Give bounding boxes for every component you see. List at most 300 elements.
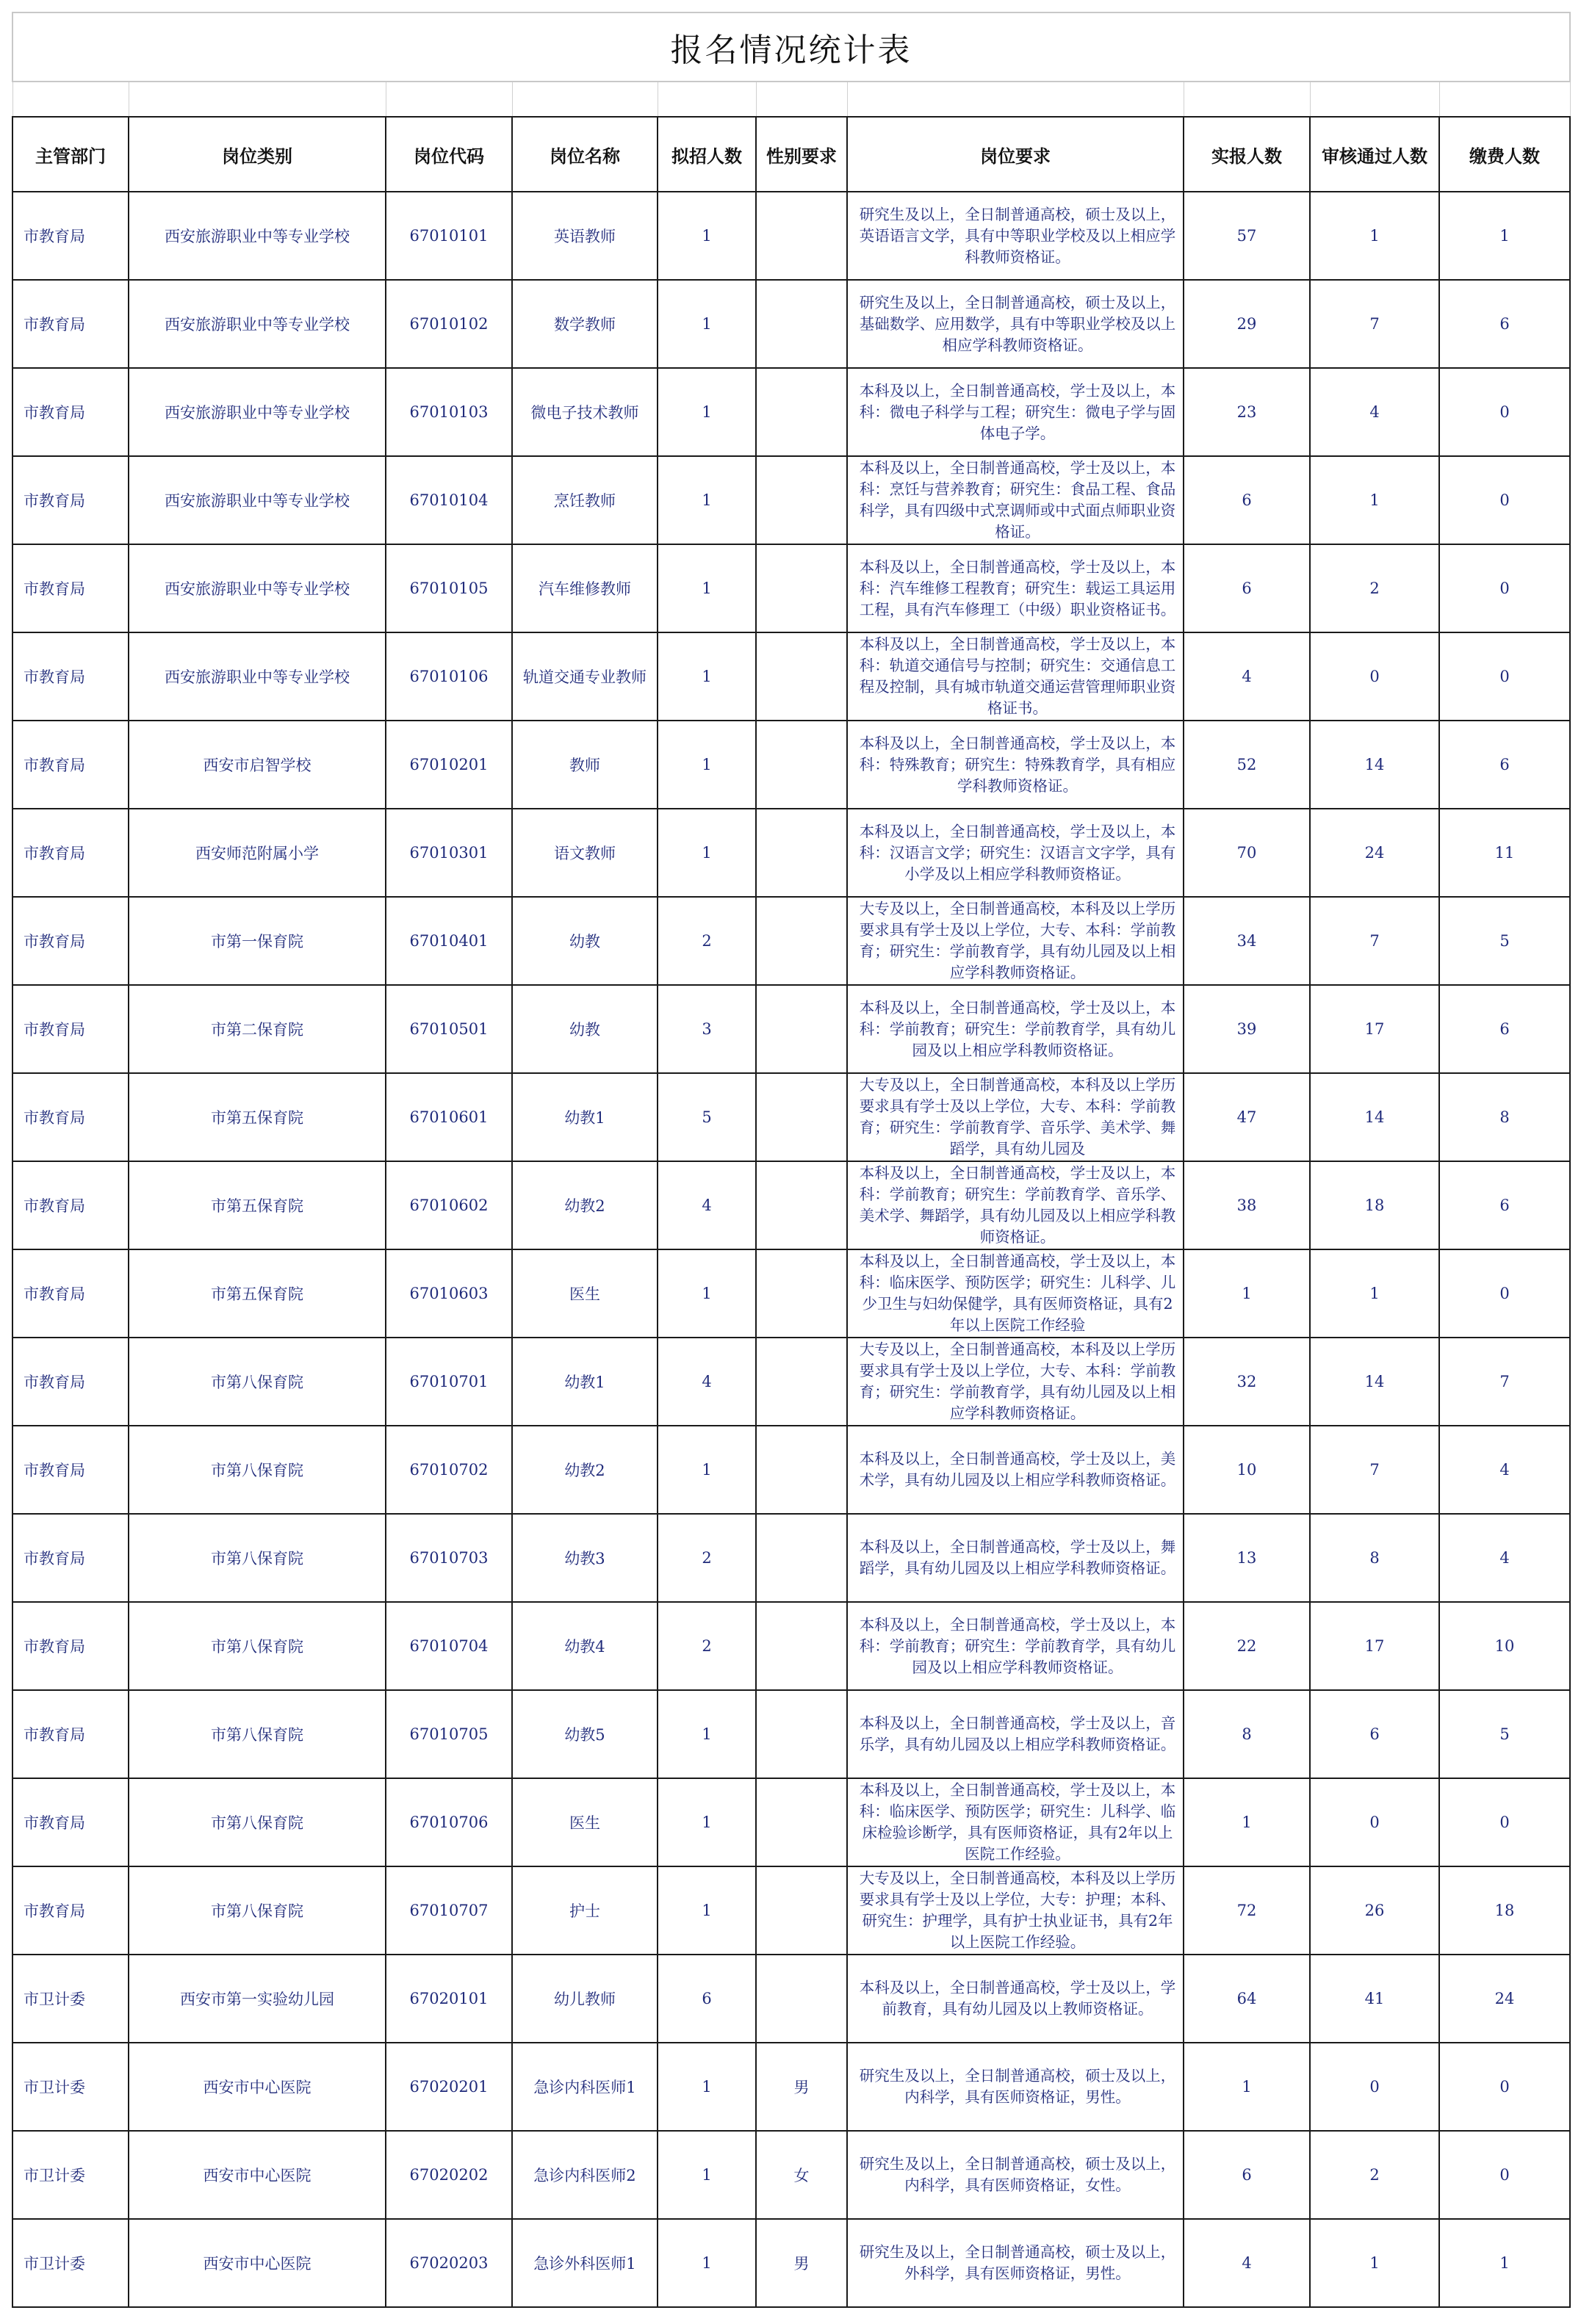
- cell-quota[interactable]: 1: [658, 1249, 756, 1338]
- cell-gender[interactable]: [756, 632, 847, 721]
- cell-paid[interactable]: 0: [1439, 1778, 1570, 1866]
- cell-paid[interactable]: 1: [1439, 192, 1570, 280]
- cell-post[interactable]: 轨道交通专业教师: [512, 632, 658, 721]
- cell-dept[interactable]: 市教育局: [12, 1778, 129, 1866]
- cell-gender[interactable]: [756, 192, 847, 280]
- cell-dept[interactable]: 市卫计委: [12, 2131, 129, 2219]
- cell-unit[interactable]: 市第八保育院: [129, 1514, 386, 1602]
- cell-dept[interactable]: 市教育局: [12, 632, 129, 721]
- requirements-text: 本科及以上，全日制普通高校，学士及以上，美术学，具有幼儿园及以上相应学科教师资格证。: [859, 1450, 1176, 1489]
- cell-dept[interactable]: 市教育局: [12, 1514, 129, 1602]
- cell-passed[interactable]: 0: [1310, 1778, 1439, 1866]
- column-header-code: 岗位代码: [386, 117, 512, 192]
- cell-unit[interactable]: 市第八保育院: [129, 1602, 386, 1690]
- requirements-text: 本科及以上，全日制普通高校，学士及以上，本科：特殊教育；研究生：特殊教育学，具有相应学科教师资格证。: [859, 734, 1176, 795]
- cell-requirements[interactable]: [847, 1602, 1184, 1690]
- cell-unit[interactable]: 西安市中心医院: [129, 2043, 386, 2131]
- cell-gender[interactable]: [756, 1514, 847, 1602]
- cell-gender[interactable]: [756, 1073, 847, 1161]
- cell-gender[interactable]: 女: [756, 2131, 847, 2219]
- cell-quota[interactable]: 1: [658, 1778, 756, 1866]
- table-row: [12, 1338, 1570, 1426]
- cell-dept[interactable]: 市教育局: [12, 280, 129, 368]
- cell-paid[interactable]: 8: [1439, 1073, 1570, 1161]
- table-row: [12, 897, 1570, 985]
- cell-requirements[interactable]: [847, 1514, 1184, 1602]
- cell-code[interactable]: 67010104: [386, 456, 512, 544]
- cell-gender[interactable]: [756, 1338, 847, 1426]
- cell-applied[interactable]: 34: [1184, 897, 1310, 985]
- cell-post[interactable]: 急诊内科医师2: [512, 2131, 658, 2219]
- cell-requirements[interactable]: [847, 985, 1184, 1073]
- cell-applied[interactable]: 6: [1184, 544, 1310, 632]
- table-row: [12, 1249, 1570, 1338]
- table-row: [12, 544, 1570, 632]
- table-row: [12, 1866, 1570, 1955]
- cell-post[interactable]: 幼教1: [512, 1338, 658, 1426]
- column-header-applied: 实报人数: [1184, 117, 1310, 192]
- cell-passed[interactable]: 1: [1310, 192, 1439, 280]
- requirements-text: 本科及以上，全日制普通高校，学士及以上，本科：临床医学、预防医学；研究生：儿科学、儿少卫生与妇幼保健学，具有医师资格证，具有2年以上医院工作经验: [859, 1252, 1176, 1334]
- column-header-paid: 缴费人数: [1439, 117, 1570, 192]
- cell-unit[interactable]: 市第八保育院: [129, 1690, 386, 1778]
- cell-passed[interactable]: 1: [1310, 1249, 1439, 1338]
- cell-applied[interactable]: 4: [1184, 632, 1310, 721]
- cell-passed[interactable]: 6: [1310, 1690, 1439, 1778]
- cell-post[interactable]: 幼教2: [512, 1426, 658, 1514]
- table-row: [12, 1073, 1570, 1161]
- cell-unit[interactable]: 西安师范附属小学: [129, 809, 386, 897]
- requirements-text: 本科及以上，全日制普通高校，学士及以上，本科：微电子科学与工程；研究生：微电子学与固体电子学。: [859, 381, 1176, 442]
- cell-applied[interactable]: 64: [1184, 1955, 1310, 2043]
- cell-code[interactable]: 67010707: [386, 1866, 512, 1955]
- cell-quota[interactable]: 1: [658, 632, 756, 721]
- cell-paid[interactable]: 0: [1439, 632, 1570, 721]
- cell-code[interactable]: 67020202: [386, 2131, 512, 2219]
- requirements-text: 研究生及以上，全日制普通高校，硕士及以上，英语语言文学，具有中等职业学校及以上相应学科教师资格证。: [859, 205, 1176, 266]
- cell-gender[interactable]: [756, 1249, 847, 1338]
- table-row: [12, 456, 1570, 544]
- cell-code[interactable]: 67010701: [386, 1338, 512, 1426]
- column-header-unit: 岗位类别: [129, 117, 386, 192]
- cell-requirements[interactable]: [847, 1778, 1184, 1866]
- requirements-text: 本科及以上，全日制普通高校，学士及以上，本科：轨道交通信号与控制；研究生：交通信息工程及控制，具有城市轨道交通运营管理师职业资格证书。: [859, 635, 1176, 717]
- cell-passed[interactable]: 41: [1310, 1955, 1439, 2043]
- cell-quota[interactable]: 1: [658, 721, 756, 809]
- cell-passed[interactable]: 26: [1310, 1866, 1439, 1955]
- column-header-passed: 审核通过人数: [1310, 117, 1439, 192]
- table-row: [12, 985, 1570, 1073]
- cell-quota[interactable]: 4: [658, 1161, 756, 1249]
- cell-applied[interactable]: 4: [1184, 2219, 1310, 2307]
- cell-code[interactable]: 67010101: [386, 192, 512, 280]
- cell-dept[interactable]: 市教育局: [12, 1866, 129, 1955]
- table-row: [12, 2131, 1570, 2219]
- cell-gender[interactable]: [756, 1161, 847, 1249]
- blank-row: [12, 82, 1570, 117]
- cell-passed[interactable]: 0: [1310, 2043, 1439, 2131]
- cell-post[interactable]: 急诊外科医师1: [512, 2219, 658, 2307]
- table-row: [12, 1426, 1570, 1514]
- cell-applied[interactable]: 10: [1184, 1426, 1310, 1514]
- cell-post[interactable]: 幼教1: [512, 1073, 658, 1161]
- cell-applied[interactable]: 22: [1184, 1602, 1310, 1690]
- cell-code[interactable]: 67010704: [386, 1602, 512, 1690]
- cell-quota[interactable]: 5: [658, 1073, 756, 1161]
- cell-gender[interactable]: [756, 1426, 847, 1514]
- cell-unit[interactable]: 西安市第一实验幼儿园: [129, 1955, 386, 2043]
- cell-applied[interactable]: 1: [1184, 1778, 1310, 1866]
- cell-dept[interactable]: 市教育局: [12, 1602, 129, 1690]
- cell-passed[interactable]: 17: [1310, 985, 1439, 1073]
- cell-requirements[interactable]: [847, 368, 1184, 456]
- cell-post[interactable]: 教师: [512, 721, 658, 809]
- cell-applied[interactable]: 47: [1184, 1073, 1310, 1161]
- cell-paid[interactable]: 18: [1439, 1866, 1570, 1955]
- cell-passed[interactable]: 14: [1310, 721, 1439, 809]
- cell-paid[interactable]: 0: [1439, 1249, 1570, 1338]
- cell-gender[interactable]: [756, 1955, 847, 2043]
- cell-unit[interactable]: 市第五保育院: [129, 1249, 386, 1338]
- cell-code[interactable]: 67010501: [386, 985, 512, 1073]
- cell-code[interactable]: 67020201: [386, 2043, 512, 2131]
- table-row: [12, 2219, 1570, 2307]
- cell-gender[interactable]: [756, 809, 847, 897]
- cell-quota[interactable]: 6: [658, 1955, 756, 2043]
- cell-unit[interactable]: 西安旅游职业中等专业学校: [129, 544, 386, 632]
- cell-post[interactable]: 急诊内科医师1: [512, 2043, 658, 2131]
- requirements-text: 大专及以上，全日制普通高校，本科及以上学历要求具有学士及以上学位，大专、本科：学前教育；研究生：学前教育学，具有幼儿园及以上相应学科教师资格证。: [859, 1340, 1176, 1422]
- cell-unit[interactable]: 西安市启智学校: [129, 721, 386, 809]
- table-row: [12, 192, 1570, 280]
- cell-applied[interactable]: 6: [1184, 456, 1310, 544]
- cell-gender[interactable]: [756, 1690, 847, 1778]
- table-row: [12, 721, 1570, 809]
- cell-code[interactable]: 67020101: [386, 1955, 512, 2043]
- cell-dept[interactable]: 市教育局: [12, 544, 129, 632]
- cell-post[interactable]: 微电子技术教师: [512, 368, 658, 456]
- cell-code[interactable]: 67010706: [386, 1778, 512, 1866]
- cell-paid[interactable]: 7: [1439, 1338, 1570, 1426]
- cell-passed[interactable]: 4: [1310, 368, 1439, 456]
- table-row: [12, 809, 1570, 897]
- cell-requirements[interactable]: [847, 280, 1184, 368]
- requirements-text: 本科及以上，全日制普通高校，学士及以上，舞蹈学，具有幼儿园及以上相应学科教师资格证。: [859, 1538, 1176, 1577]
- cell-paid[interactable]: 0: [1439, 2043, 1570, 2131]
- cell-code[interactable]: 67010105: [386, 544, 512, 632]
- cell-unit[interactable]: 市第一保育院: [129, 897, 386, 985]
- cell-paid[interactable]: 6: [1439, 721, 1570, 809]
- cell-dept[interactable]: 市教育局: [12, 1073, 129, 1161]
- cell-gender[interactable]: [756, 456, 847, 544]
- cell-paid[interactable]: 6: [1439, 280, 1570, 368]
- cell-quota[interactable]: 4: [658, 1338, 756, 1426]
- cell-passed[interactable]: 1: [1310, 2219, 1439, 2307]
- cell-requirements[interactable]: [847, 544, 1184, 632]
- table-row: [12, 280, 1570, 368]
- cell-post[interactable]: 语文教师: [512, 809, 658, 897]
- cell-applied[interactable]: 32: [1184, 1338, 1310, 1426]
- cell-quota[interactable]: 1: [658, 456, 756, 544]
- cell-gender[interactable]: [756, 897, 847, 985]
- cell-applied[interactable]: 29: [1184, 280, 1310, 368]
- table-row: [12, 1161, 1570, 1249]
- cell-post[interactable]: 幼教: [512, 897, 658, 985]
- cell-passed[interactable]: 24: [1310, 809, 1439, 897]
- requirements-text: 本科及以上，全日制普通高校，学士及以上，本科：汉语言文学；研究生：汉语言文字学，具有小学及以上相应学科教师资格证。: [859, 822, 1176, 883]
- cell-paid[interactable]: 0: [1439, 368, 1570, 456]
- cell-requirements[interactable]: [847, 1866, 1184, 1955]
- cell-paid[interactable]: 6: [1439, 985, 1570, 1073]
- requirements-text: 研究生及以上，全日制普通高校，硕士及以上，外科学，具有医师资格证，男性。: [859, 2243, 1176, 2282]
- requirements-text: 本科及以上，全日制普通高校，学士及以上，本科：临床医学、预防医学；研究生：儿科学、临床检验诊断学，具有医师资格证，具有2年以上医院工作经验。: [859, 1781, 1176, 1863]
- cell-dept[interactable]: 市教育局: [12, 368, 129, 456]
- cell-post[interactable]: 医生: [512, 1249, 658, 1338]
- cell-gender[interactable]: [756, 1602, 847, 1690]
- cell-gender[interactable]: [756, 1866, 847, 1955]
- cell-gender[interactable]: [756, 1778, 847, 1866]
- cell-unit[interactable]: 市第八保育院: [129, 1426, 386, 1514]
- cell-quota[interactable]: 1: [658, 2219, 756, 2307]
- cell-code[interactable]: 67010401: [386, 897, 512, 985]
- cell-unit[interactable]: 西安旅游职业中等专业学校: [129, 368, 386, 456]
- cell-dept[interactable]: 市教育局: [12, 1426, 129, 1514]
- cell-applied[interactable]: 39: [1184, 985, 1310, 1073]
- cell-quota[interactable]: 2: [658, 1602, 756, 1690]
- cell-passed[interactable]: 7: [1310, 897, 1439, 985]
- cell-requirements[interactable]: [847, 721, 1184, 809]
- cell-code[interactable]: 67010201: [386, 721, 512, 809]
- cell-dept[interactable]: 市教育局: [12, 192, 129, 280]
- cell-dept[interactable]: 市教育局: [12, 1161, 129, 1249]
- cell-paid[interactable]: 5: [1439, 1690, 1570, 1778]
- cell-applied[interactable]: 23: [1184, 368, 1310, 456]
- header-row: [12, 117, 1570, 192]
- requirements-text: 本科及以上，全日制普通高校，学士及以上，音乐学，具有幼儿园及以上相应学科教师资格证。: [859, 1714, 1176, 1753]
- cell-paid[interactable]: 11: [1439, 809, 1570, 897]
- cell-requirements[interactable]: [847, 809, 1184, 897]
- cell-paid[interactable]: 24: [1439, 1955, 1570, 2043]
- requirements-text: 本科及以上，全日制普通高校，学士及以上，本科：学前教育；研究生：学前教育学，具有幼儿园及以上相应学科教师资格证。: [859, 1615, 1176, 1676]
- cell-unit[interactable]: 市第八保育院: [129, 1778, 386, 1866]
- cell-paid[interactable]: 0: [1439, 2131, 1570, 2219]
- cell-requirements[interactable]: [847, 897, 1184, 985]
- cell-post[interactable]: 医生: [512, 1778, 658, 1866]
- cell-code[interactable]: 67020203: [386, 2219, 512, 2307]
- requirements-text: 本科及以上，全日制普通高校，学士及以上，学前教育，具有幼儿园及以上教师资格证。: [859, 1979, 1176, 2018]
- cell-paid[interactable]: 4: [1439, 1514, 1570, 1602]
- cell-paid[interactable]: 0: [1439, 544, 1570, 632]
- cell-passed[interactable]: 2: [1310, 2131, 1439, 2219]
- cell-dept[interactable]: 市教育局: [12, 456, 129, 544]
- cell-passed[interactable]: 2: [1310, 544, 1439, 632]
- requirements-text: 本科及以上，全日制普通高校，学士及以上，本科：烹饪与营养教育；研究生：食品工程、食品科学，具有四级中式烹调师或中式面点师职业资格证。: [859, 459, 1176, 541]
- cell-unit[interactable]: 市第二保育院: [129, 985, 386, 1073]
- cell-code[interactable]: 67010106: [386, 632, 512, 721]
- cell-code[interactable]: 67010702: [386, 1426, 512, 1514]
- cell-dept[interactable]: 市教育局: [12, 985, 129, 1073]
- cell-dept[interactable]: 市教育局: [12, 721, 129, 809]
- cell-unit[interactable]: 市第八保育院: [129, 1338, 386, 1426]
- cell-gender[interactable]: [756, 544, 847, 632]
- cell-quota[interactable]: 1: [658, 2131, 756, 2219]
- cell-requirements[interactable]: [847, 1073, 1184, 1161]
- registration-table: [12, 12, 1571, 2308]
- cell-passed[interactable]: 14: [1310, 1338, 1439, 1426]
- cell-applied[interactable]: 1: [1184, 2043, 1310, 2131]
- cell-post[interactable]: 数学教师: [512, 280, 658, 368]
- cell-dept[interactable]: 市卫计委: [12, 2219, 129, 2307]
- requirements-text: 研究生及以上，全日制普通高校，硕士及以上，基础数学、应用数学，具有中等职业学校及以上相应学科教师资格证。: [859, 293, 1176, 354]
- cell-code[interactable]: 67010602: [386, 1161, 512, 1249]
- cell-gender[interactable]: [756, 721, 847, 809]
- cell-requirements[interactable]: [847, 192, 1184, 280]
- cell-gender[interactable]: 男: [756, 2043, 847, 2131]
- cell-passed[interactable]: 0: [1310, 632, 1439, 721]
- cell-dept[interactable]: 市卫计委: [12, 2043, 129, 2131]
- cell-applied[interactable]: 52: [1184, 721, 1310, 809]
- cell-unit[interactable]: 西安旅游职业中等专业学校: [129, 280, 386, 368]
- cell-post[interactable]: 幼儿教师: [512, 1955, 658, 2043]
- cell-post[interactable]: 幼教3: [512, 1514, 658, 1602]
- cell-code[interactable]: 67010301: [386, 809, 512, 897]
- requirements-text: 本科及以上，全日制普通高校，学士及以上，本科：汽车维修工程教育；研究生：载运工具运用工程，具有汽车修理工（中级）职业资格证书。: [859, 557, 1176, 618]
- cell-quota[interactable]: 1: [658, 1866, 756, 1955]
- cell-requirements[interactable]: [847, 1955, 1184, 2043]
- requirements-text: 大专及以上，全日制普通高校，本科及以上学历要求具有学士及以上学位，大专、本科：学前教育；研究生：学前教育学，具有幼儿园及以上相应学科教师资格证。: [859, 900, 1176, 981]
- cell-dept[interactable]: 市教育局: [12, 809, 129, 897]
- requirements-text: 大专及以上，全日制普通高校，本科及以上学历要求具有学士及以上学位，大专、本科：学前教育；研究生：学前教育学、音乐学、美术学、舞蹈学，具有幼儿园及: [859, 1076, 1176, 1158]
- cell-quota[interactable]: 1: [658, 809, 756, 897]
- cell-paid[interactable]: 5: [1439, 897, 1570, 985]
- cell-code[interactable]: 67010102: [386, 280, 512, 368]
- requirements-text: 研究生及以上，全日制普通高校，硕士及以上，内科学，具有医师资格证，男性。: [859, 2067, 1176, 2106]
- cell-requirements[interactable]: [847, 456, 1184, 544]
- cell-dept[interactable]: 市卫计委: [12, 1955, 129, 2043]
- cell-applied[interactable]: 70: [1184, 809, 1310, 897]
- cell-post[interactable]: 幼教2: [512, 1161, 658, 1249]
- cell-quota[interactable]: 3: [658, 985, 756, 1073]
- cell-unit[interactable]: 西安市中心医院: [129, 2131, 386, 2219]
- cell-paid[interactable]: 0: [1439, 456, 1570, 544]
- cell-applied[interactable]: 6: [1184, 2131, 1310, 2219]
- cell-quota[interactable]: 1: [658, 544, 756, 632]
- column-header-gender: 性别要求: [756, 117, 847, 192]
- table-row: [12, 2043, 1570, 2131]
- cell-dept[interactable]: 市教育局: [12, 897, 129, 985]
- requirements-text: 本科及以上，全日制普通高校，学士及以上，本科：学前教育；研究生：学前教育学、音乐学、美术学、舞蹈学，具有幼儿园及以上相应学科教师资格证。: [859, 1164, 1176, 1246]
- table-row: [12, 1778, 1570, 1866]
- cell-requirements[interactable]: [847, 1338, 1184, 1426]
- cell-unit[interactable]: 市第五保育院: [129, 1161, 386, 1249]
- cell-paid[interactable]: 1: [1439, 2219, 1570, 2307]
- cell-dept[interactable]: 市教育局: [12, 1338, 129, 1426]
- cell-applied[interactable]: 57: [1184, 192, 1310, 280]
- cell-gender[interactable]: [756, 368, 847, 456]
- cell-gender[interactable]: 男: [756, 2219, 847, 2307]
- cell-gender[interactable]: [756, 280, 847, 368]
- table-row: [12, 1514, 1570, 1602]
- requirements-text: 大专及以上，全日制普通高校，本科及以上学历要求具有学士及以上学位，大专：护理；本科、研究生：护理学，具有护士执业证书，具有2年以上医院工作经验。: [859, 1869, 1176, 1951]
- cell-requirements[interactable]: [847, 2219, 1184, 2307]
- cell-unit[interactable]: 市第八保育院: [129, 1866, 386, 1955]
- cell-quota[interactable]: 2: [658, 897, 756, 985]
- cell-paid[interactable]: 10: [1439, 1602, 1570, 1690]
- cell-requirements[interactable]: [847, 1249, 1184, 1338]
- cell-passed[interactable]: 7: [1310, 1426, 1439, 1514]
- cell-code[interactable]: 67010603: [386, 1249, 512, 1338]
- requirements-text: 研究生及以上，全日制普通高校，硕士及以上，内科学，具有医师资格证，女性。: [859, 2155, 1176, 2194]
- cell-quota[interactable]: 2: [658, 1514, 756, 1602]
- cell-post[interactable]: 烹饪教师: [512, 456, 658, 544]
- cell-passed[interactable]: 7: [1310, 280, 1439, 368]
- cell-passed[interactable]: 18: [1310, 1161, 1439, 1249]
- cell-applied[interactable]: 8: [1184, 1690, 1310, 1778]
- cell-unit[interactable]: 市第五保育院: [129, 1073, 386, 1161]
- cell-post[interactable]: 幼教4: [512, 1602, 658, 1690]
- spreadsheet: [12, 12, 1569, 2308]
- column-header-quota: 拟招人数: [658, 117, 756, 192]
- cell-paid[interactable]: 4: [1439, 1426, 1570, 1514]
- cell-quota[interactable]: 1: [658, 192, 756, 280]
- cell-code[interactable]: 67010601: [386, 1073, 512, 1161]
- cell-code[interactable]: 67010705: [386, 1690, 512, 1778]
- cell-unit[interactable]: 西安旅游职业中等专业学校: [129, 192, 386, 280]
- cell-quota[interactable]: 1: [658, 280, 756, 368]
- cell-requirements[interactable]: [847, 2043, 1184, 2131]
- page-title: 报名情况统计表: [12, 12, 1570, 82]
- table-row: [12, 1955, 1570, 2043]
- column-header-post: 岗位名称: [512, 117, 658, 192]
- cell-quota[interactable]: 1: [658, 1426, 756, 1514]
- cell-code[interactable]: 67010103: [386, 368, 512, 456]
- cell-post[interactable]: 幼教: [512, 985, 658, 1073]
- cell-quota[interactable]: 1: [658, 368, 756, 456]
- cell-unit[interactable]: 西安旅游职业中等专业学校: [129, 632, 386, 721]
- cell-unit[interactable]: 西安旅游职业中等专业学校: [129, 456, 386, 544]
- cell-paid[interactable]: 6: [1439, 1161, 1570, 1249]
- cell-passed[interactable]: 1: [1310, 456, 1439, 544]
- cell-post[interactable]: 幼教5: [512, 1690, 658, 1778]
- cell-code[interactable]: 67010703: [386, 1514, 512, 1602]
- cell-applied[interactable]: 38: [1184, 1161, 1310, 1249]
- cell-unit[interactable]: 西安市中心医院: [129, 2219, 386, 2307]
- cell-dept[interactable]: 市教育局: [12, 1249, 129, 1338]
- cell-requirements[interactable]: [847, 1690, 1184, 1778]
- cell-quota[interactable]: 1: [658, 2043, 756, 2131]
- cell-quota[interactable]: 1: [658, 1690, 756, 1778]
- table-row: [12, 368, 1570, 456]
- column-header-dept: 主管部门: [12, 117, 129, 192]
- cell-requirements[interactable]: [847, 632, 1184, 721]
- column-header-requirements: 岗位要求: [847, 117, 1184, 192]
- cell-requirements[interactable]: [847, 2131, 1184, 2219]
- cell-gender[interactable]: [756, 985, 847, 1073]
- cell-applied[interactable]: 1: [1184, 1249, 1310, 1338]
- cell-applied[interactable]: 72: [1184, 1866, 1310, 1955]
- cell-post[interactable]: 护士: [512, 1866, 658, 1955]
- cell-post[interactable]: 汽车维修教师: [512, 544, 658, 632]
- cell-post[interactable]: 英语教师: [512, 192, 658, 280]
- table-row: [12, 1690, 1570, 1778]
- cell-applied[interactable]: 13: [1184, 1514, 1310, 1602]
- cell-passed[interactable]: 17: [1310, 1602, 1439, 1690]
- cell-requirements[interactable]: [847, 1161, 1184, 1249]
- cell-dept[interactable]: 市教育局: [12, 1690, 129, 1778]
- cell-passed[interactable]: 14: [1310, 1073, 1439, 1161]
- cell-passed[interactable]: 8: [1310, 1514, 1439, 1602]
- cell-requirements[interactable]: [847, 1426, 1184, 1514]
